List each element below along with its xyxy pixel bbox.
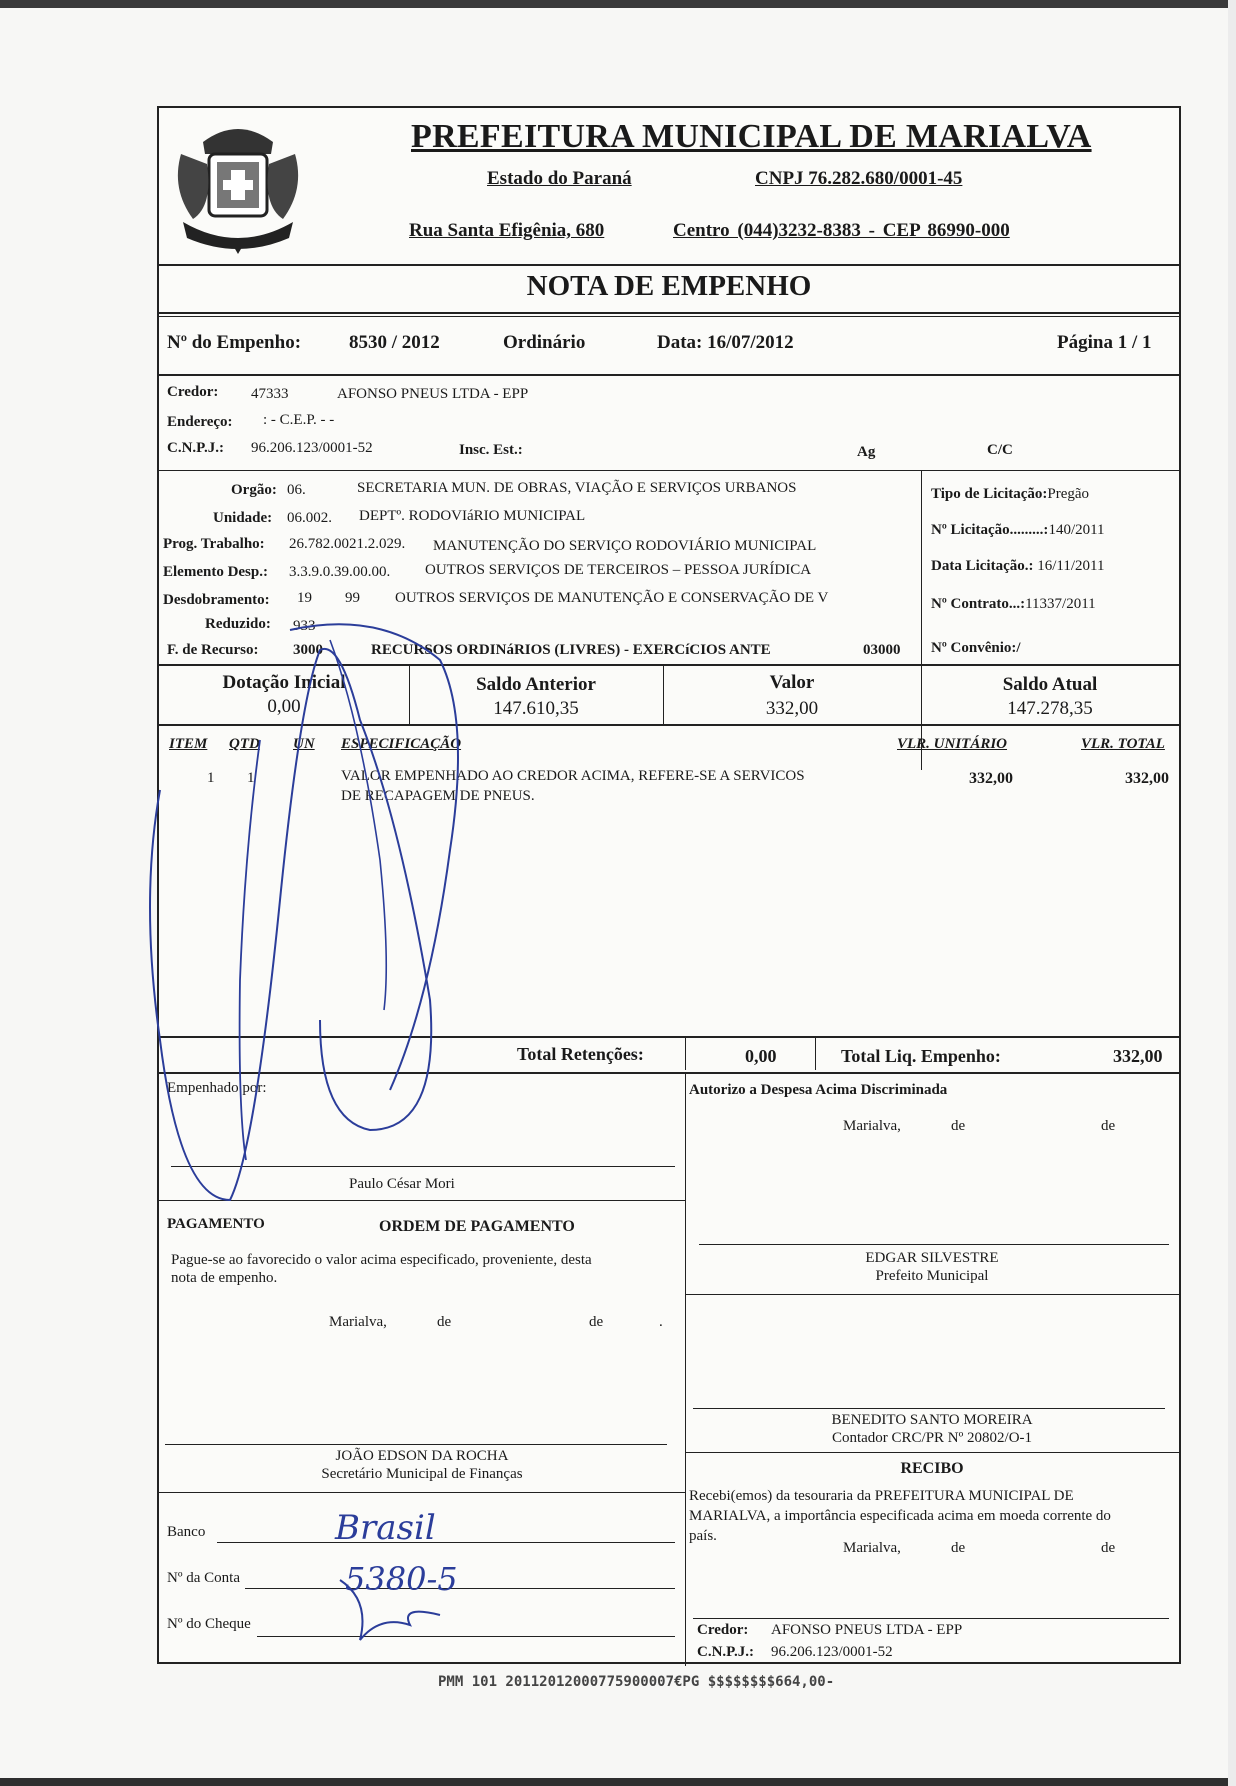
conta-handwritten-value: 5380-5 — [345, 1560, 458, 1598]
contador-role: Contador CRC/PR Nº 20802/O-1 — [831, 1430, 1033, 1446]
cheque-label: Nº do Cheque — [167, 1616, 251, 1632]
valor-label: Valor — [769, 672, 815, 693]
pagamento-place: Marialva, — [329, 1314, 387, 1330]
col-item-header: ITEM — [169, 736, 208, 752]
page-title: PREFEITURA MUNICIPAL DE MARIALVA — [411, 118, 1092, 155]
prog-trabalho-desc: MANUTENÇÃO DO SERVIÇO RODOVIÁRIO MUNICIPAL — [433, 538, 817, 554]
address-label: Rua Santa Efigênia, 680 — [409, 220, 605, 241]
autorizo-de-1: de — [951, 1118, 966, 1134]
fonte-recurso-desc: RECURSOS ORDINáRIOS (LIVRES) - EXERCíCIOS ANTE — [371, 642, 771, 658]
pagamento-dot: . — [659, 1314, 663, 1330]
endereco-label: Endereço: — [167, 414, 233, 430]
item-number: 1 — [207, 770, 215, 786]
prog-trabalho-label: Prog. Trabalho: — [163, 536, 265, 552]
total-liq-empenho-value: 332,00 — [1113, 1046, 1163, 1066]
document-title: NOTA DE EMPENHO — [526, 270, 812, 302]
unidade-label: Unidade: — [213, 510, 273, 526]
fonte-recurso-label: F. de Recurso: — [167, 642, 259, 658]
recibo-cnpj-label: C.N.P.J.: — [697, 1644, 754, 1660]
desdobramento-value: 19 — [297, 590, 312, 606]
contact-label: Centro (044)3232-8383 - CEP 86990-000 — [673, 220, 1010, 241]
fonte-recurso-code: 03000 — [863, 642, 901, 658]
saldo-atual-label: Saldo Atual — [1002, 674, 1098, 695]
prog-trabalho-value: 26.782.0021.2.029. — [289, 536, 406, 552]
total-liq-empenho-label: Total Liq. Empenho: — [841, 1046, 1001, 1066]
total-retencoes-value: 0,00 — [745, 1046, 777, 1066]
ordem-pagamento-title: ORDEM DE PAGAMENTO — [379, 1218, 575, 1235]
pagamento-de-1: de — [437, 1314, 452, 1330]
cnpj-credor-label: C.N.P.J.: — [167, 440, 224, 456]
tipo-licitacao-label: Tipo de Licitação:Pregão — [931, 486, 1090, 502]
orgao-desc: SECRETARIA MUN. DE OBRAS, VIAÇÃO E SERVIÇOS URBANOS — [357, 480, 797, 496]
convenio-label: Nº Convênio:/ — [931, 640, 1021, 656]
credor-name: AFONSO PNEUS LTDA - EPP — [337, 386, 529, 402]
col-qtd-header: QTD — [229, 736, 260, 752]
empenhado-por-label: Empenhado por: — [167, 1080, 267, 1096]
prefeito-role: Prefeito Municipal — [875, 1268, 989, 1284]
empenho-date: Data: 16/07/2012 — [657, 332, 794, 353]
pagamento-text-line-1: Pague-se ao favorecido o valor acima especificado, proveniente, desta — [171, 1252, 592, 1268]
col-vlr-unitario-header: VLR. UNITÁRIO — [897, 736, 1008, 752]
empenhado-por-name: Paulo César Mori — [349, 1176, 455, 1192]
prefeito-name: EDGAR SILVESTRE — [865, 1250, 999, 1266]
autorizo-de-2: de — [1101, 1118, 1116, 1134]
elemento-desp-label: Elemento Desp.: — [163, 564, 268, 580]
orgao-label: Orgão: — [231, 482, 277, 498]
pagamento-label: PAGAMENTO — [167, 1216, 265, 1232]
conta-corrente-label: C/C — [987, 442, 1013, 458]
secretario-role: Secretário Municipal de Finanças — [321, 1466, 523, 1482]
num-licitacao-label: Nº Licitação.........:140/2011 — [931, 522, 1105, 538]
col-un-header: UN — [293, 736, 315, 752]
contador-name: BENEDITO SANTO MOREIRA — [831, 1412, 1033, 1428]
endereco-value: : - C.E.P. - - — [263, 412, 335, 428]
recibo-credor-value: AFONSO PNEUS LTDA - EPP — [771, 1622, 963, 1638]
desdobramento-label: Desdobramento: — [163, 592, 270, 608]
reduzido-value: 933 — [293, 618, 316, 634]
elemento-desp-desc: OUTROS SERVIÇOS DE TERCEIROS – PESSOA JURÍDICA — [425, 562, 812, 578]
autorizo-place: Marialva, — [843, 1118, 901, 1134]
num-licitacao-value: 140/2011 — [1048, 522, 1105, 538]
recibo-cnpj-value: 96.206.123/0001-52 — [771, 1644, 893, 1660]
dotacao-inicial-label: Dotação Inicial — [222, 672, 346, 693]
recibo-place: Marialva, — [843, 1540, 901, 1556]
empenho-number-label: Nº do Empenho: — [167, 332, 302, 353]
unidade-desc: DEPTº. RODOVIáRIO MUNICIPAL — [359, 508, 586, 524]
pagamento-de-2: de — [589, 1314, 604, 1330]
cheque-stamp-text: PMM 101 20112012000775900007€PG $$$$$$$$664,00- — [438, 1674, 835, 1690]
recibo-text-line-3: país. — [689, 1528, 717, 1544]
recibo-de-2: de — [1101, 1540, 1116, 1556]
data-licitacao-label: Data Licitação.: 16/11/2011 — [931, 558, 1105, 574]
item-total-value: 332,00 — [1125, 770, 1169, 787]
item-description-line-1: VALOR EMPENHADO AO CREDOR ACIMA, REFERE-SE A SERVICOS — [341, 768, 805, 784]
dotacao-inicial-value: 0,00 — [267, 696, 301, 717]
autorizo-label: Autorizo a Despesa Acima Discriminada — [689, 1082, 948, 1098]
contrato-value: 11337/2011 — [1025, 596, 1096, 612]
agencia-label: Ag — [857, 444, 876, 460]
cnpj-credor-value: 96.206.123/0001-52 — [251, 440, 373, 456]
col-especificacao-header: ESPECIFICAÇÃO — [341, 736, 462, 752]
item-unit-value: 332,00 — [969, 770, 1013, 787]
credor-label: Credor: — [167, 384, 219, 400]
recibo-title: RECIBO — [900, 1460, 964, 1477]
credor-code: 47333 — [251, 386, 289, 402]
banco-label: Banco — [167, 1524, 206, 1540]
tipo-licitacao-value: Pregão — [1047, 486, 1090, 502]
empenho-kind: Ordinário — [503, 332, 586, 353]
elemento-desp-value: 3.3.9.0.39.00.00. — [289, 564, 391, 580]
recibo-credor-label: Credor: — [697, 1622, 749, 1638]
item-qtd: 1 — [247, 770, 255, 786]
saldo-anterior-value: 147.610,35 — [493, 698, 579, 719]
insc-est-label: Insc. Est.: — [459, 442, 523, 458]
conta-label: Nº da Conta — [167, 1570, 240, 1586]
state-label: Estado do Paraná — [487, 168, 632, 189]
pagamento-text-line-2: nota de empenho. — [171, 1270, 278, 1286]
contrato-label: Nº Contrato...:11337/2011 — [931, 596, 1096, 612]
secretario-name: JOÃO EDSON DA ROCHA — [335, 1448, 509, 1464]
recibo-text-line-1: Recebi(emos) da tesouraria da PREFEITURA MUNICIPAL DE — [689, 1488, 1074, 1504]
desdobramento-desc: OUTROS SERVIÇOS DE MANUTENÇÃO E CONSERVAÇÃO DE V — [395, 590, 829, 606]
banco-handwritten-value: Brasil — [335, 1508, 436, 1548]
cnpj-label: CNPJ 76.282.680/0001-45 — [755, 168, 963, 189]
col-vlr-total-header: VLR. TOTAL — [1081, 736, 1165, 752]
reduzido-label: Reduzido: — [205, 616, 271, 632]
recibo-text-line-2: MARIALVA, a importância especificada acima em moeda corrente do — [689, 1508, 1111, 1524]
data-licitacao-value: 16/11/2011 — [1037, 558, 1105, 574]
valor-value: 332,00 — [765, 698, 819, 719]
total-retencoes-label: Total Retenções: — [517, 1044, 644, 1064]
recibo-de-1: de — [951, 1540, 966, 1556]
orgao-value: 06. — [287, 482, 306, 498]
empenho-number: 8530 / 2012 — [349, 332, 440, 353]
unidade-value: 06.002. — [287, 510, 332, 526]
saldo-anterior-label: Saldo Anterior — [476, 674, 596, 695]
fonte-recurso-value: 3000 — [293, 642, 323, 658]
item-description-line-2: DE RECAPAGEM DE PNEUS. — [341, 788, 535, 804]
page-number: Página 1 / 1 — [1057, 332, 1152, 353]
desdobramento-value-2: 99 — [345, 590, 360, 606]
saldo-atual-value: 147.278,35 — [1007, 698, 1093, 719]
